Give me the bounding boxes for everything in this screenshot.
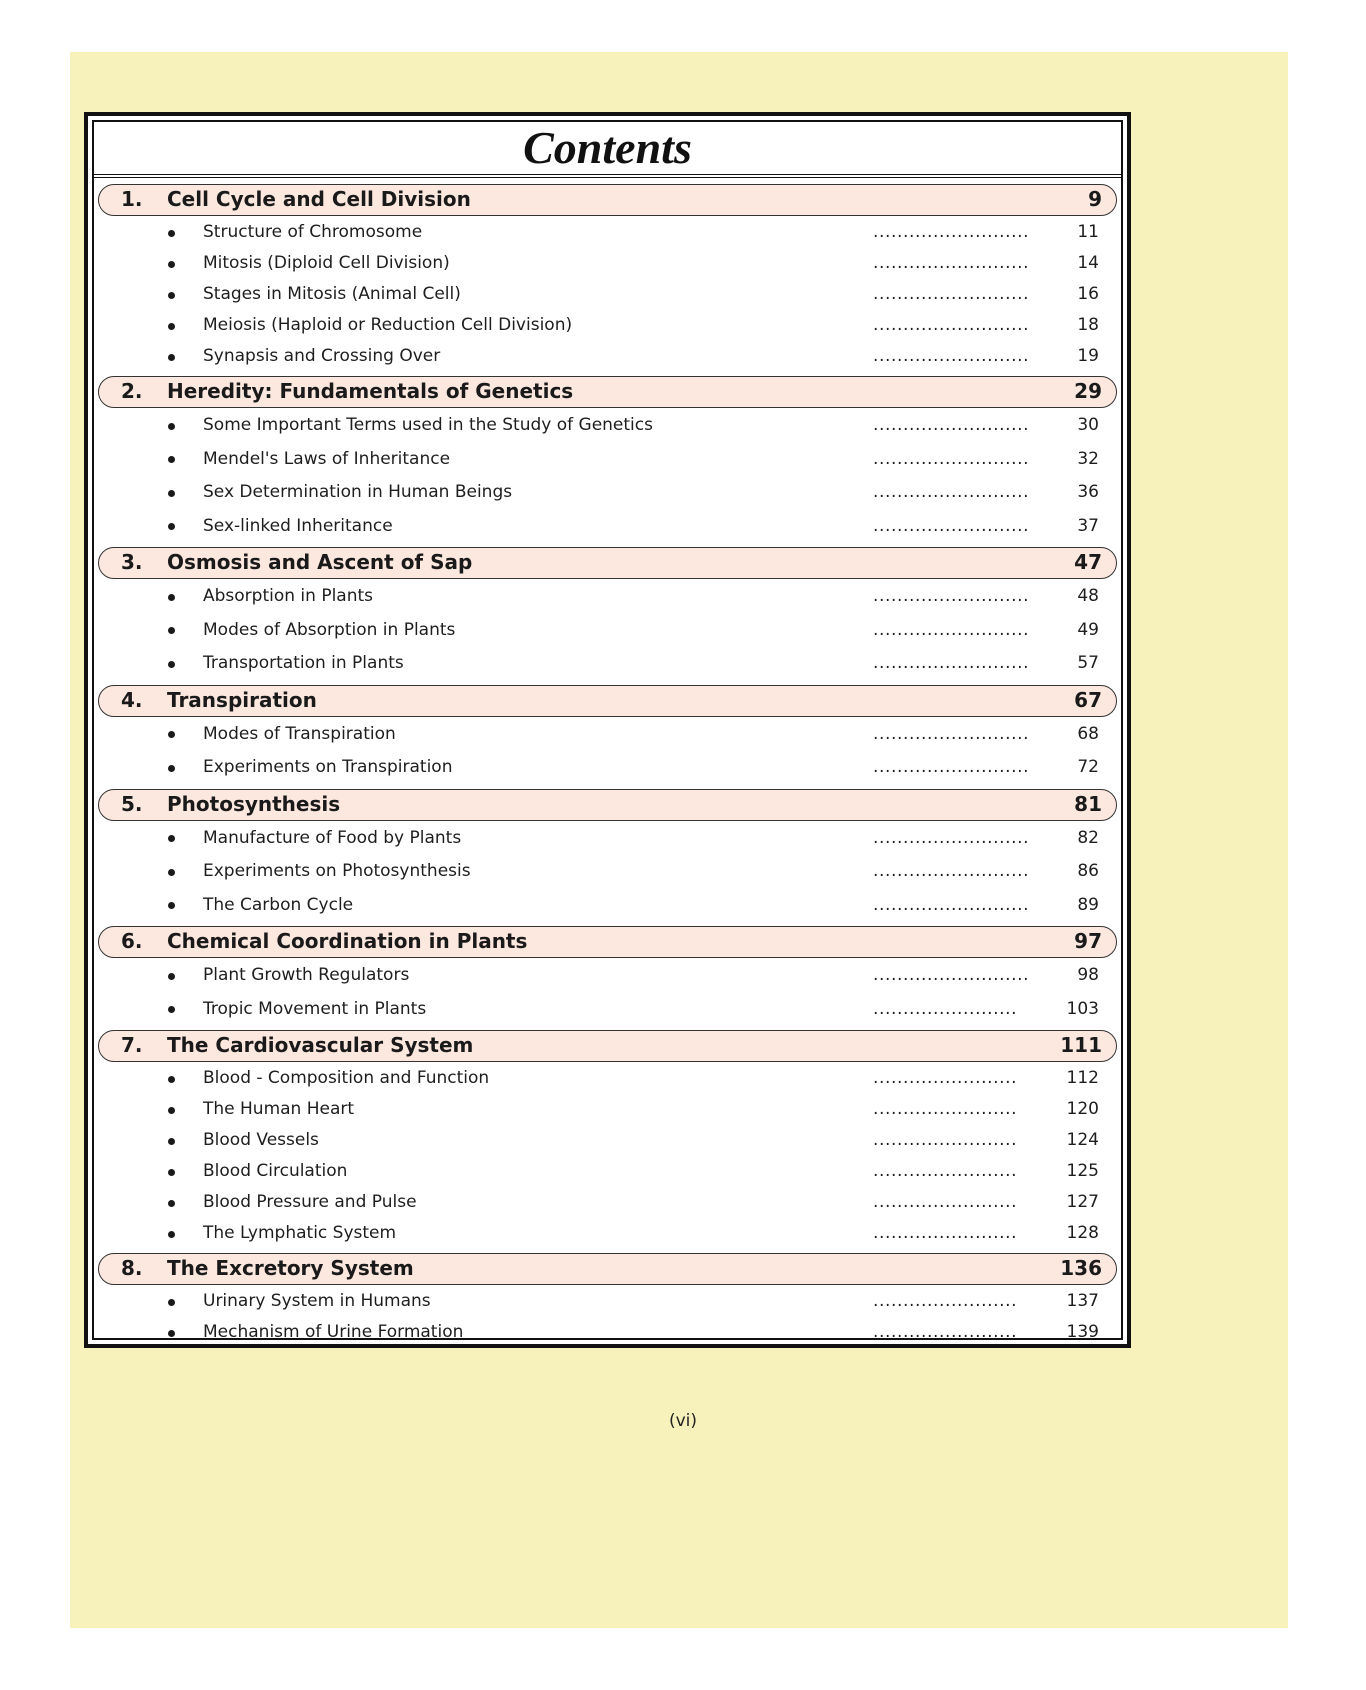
bullet-icon: [168, 423, 175, 430]
topic-page-number: 68: [1077, 723, 1099, 744]
topic-entry[interactable]: [98, 1125, 1117, 1156]
leader-dots: ........................: [873, 1223, 1018, 1243]
topic-page-number: 57: [1077, 653, 1099, 673]
bullet-icon: [168, 323, 175, 330]
topic-title: Meiosis (Haploid or Reduction Cell Division): [203, 315, 573, 335]
topic-page-number: 125: [1066, 1161, 1099, 1181]
chapter-heading[interactable]: [98, 789, 1117, 821]
chapter-title: Chemical Coordination in Plants: [167, 929, 528, 953]
bullet-icon: [168, 1138, 175, 1145]
leader-dots: ..........................: [873, 965, 1030, 985]
bullet-icon: [168, 627, 175, 634]
leader-dots: ..........................: [873, 586, 1030, 606]
bullet-icon: [168, 292, 175, 299]
chapter-heading[interactable]: [98, 926, 1117, 958]
bullet-icon: [168, 1299, 175, 1306]
topic-page-number: 30: [1077, 415, 1099, 435]
topic-entry[interactable]: [98, 1156, 1117, 1187]
chapter-page-number: 97: [1074, 929, 1102, 953]
leader-dots: ..........................: [873, 284, 1030, 304]
chapter-title: Transpiration: [167, 687, 317, 712]
bullet-icon: [168, 1169, 175, 1176]
chapter-heading[interactable]: [98, 1030, 1117, 1062]
leader-dots: ..........................: [873, 482, 1030, 502]
bullet-icon: [168, 1006, 175, 1013]
bullet-icon: [168, 1231, 175, 1238]
topic-page-number: 48: [1077, 586, 1099, 606]
leader-dots: ........................: [873, 1161, 1018, 1181]
leader-dots: ..........................: [873, 861, 1030, 881]
chapter-number: 2.: [121, 379, 143, 403]
leader-dots: ..........................: [873, 757, 1030, 777]
topic-page-number: 98: [1077, 965, 1099, 985]
leader-dots: ..........................: [873, 346, 1030, 366]
topic-title: Stages in Mitosis (Animal Cell): [203, 284, 461, 304]
chapter-list: [98, 184, 1117, 1348]
topic-entry[interactable]: [98, 889, 1117, 923]
topic-title: Urinary System in Humans: [203, 1291, 431, 1311]
bullet-icon: [168, 261, 175, 268]
topic-entry[interactable]: [98, 279, 1117, 310]
topic-page-number: 18: [1077, 315, 1099, 335]
topic-entry[interactable]: [98, 647, 1117, 681]
title-band: [94, 122, 1121, 178]
chapter-heading[interactable]: [98, 184, 1117, 216]
chapter-number: 5.: [121, 791, 143, 816]
bullet-icon: [168, 1076, 175, 1083]
topic-page-number: 82: [1077, 827, 1099, 848]
chapter-number: 1.: [121, 187, 143, 211]
bullet-icon: [168, 1107, 175, 1114]
topic-page-number: 139: [1066, 1322, 1099, 1342]
topic-page-number: 37: [1077, 515, 1099, 536]
topic-title: Mitosis (Diploid Cell Division): [203, 253, 450, 273]
chapter-page-number: 111: [1060, 1033, 1102, 1057]
topic-entry[interactable]: [98, 1286, 1117, 1317]
topic-page-number: 124: [1066, 1130, 1099, 1150]
topic-entry[interactable]: [98, 1218, 1117, 1249]
topic-title: Modes of Absorption in Plants: [203, 619, 456, 640]
topic-entry[interactable]: [98, 993, 1117, 1027]
topic-title: Synapsis and Crossing Over: [203, 346, 441, 366]
topic-title: Transportation in Plants: [203, 653, 404, 673]
topic-title: Experiments on Photosynthesis: [203, 861, 471, 881]
topic-title: Blood Vessels: [203, 1130, 319, 1150]
bullet-icon: [168, 973, 175, 980]
topic-entry[interactable]: [98, 855, 1117, 889]
bullet-icon: [168, 1200, 175, 1207]
bullet-icon: [168, 731, 175, 738]
topic-entry[interactable]: [98, 217, 1117, 248]
topic-page-number: 86: [1077, 861, 1099, 881]
topic-page-number: 128: [1066, 1223, 1099, 1243]
topic-title: Experiments on Transpiration: [203, 757, 453, 777]
topic-entry[interactable]: [98, 580, 1117, 614]
topic-entry[interactable]: [98, 1317, 1117, 1348]
leader-dots: ........................: [873, 1099, 1018, 1119]
topic-entry[interactable]: [98, 718, 1117, 752]
contents-frame: [84, 112, 1131, 1348]
topic-page-number: 137: [1066, 1291, 1099, 1311]
topic-title: Mendel's Laws of Inheritance: [203, 448, 451, 469]
leader-dots: ........................: [873, 1068, 1018, 1088]
topic-title: Modes of Transpiration: [203, 723, 396, 744]
bullet-icon: [168, 765, 175, 772]
chapter-heading[interactable]: [98, 685, 1117, 717]
topic-page-number: 112: [1066, 1068, 1099, 1088]
topic-entry[interactable]: [98, 959, 1117, 993]
chapter-heading[interactable]: [98, 376, 1117, 408]
topic-title: Some Important Terms used in the Study of Genetics: [203, 415, 653, 435]
chapter-heading[interactable]: [98, 547, 1117, 579]
leader-dots: ..........................: [873, 653, 1030, 673]
topic-page-number: 49: [1077, 619, 1099, 640]
bullet-icon: [168, 594, 175, 601]
topic-title: Absorption in Plants: [203, 586, 374, 606]
topic-entry[interactable]: [98, 614, 1117, 648]
topic-title: The Human Heart: [203, 1099, 355, 1119]
topic-page-number: 120: [1066, 1099, 1099, 1119]
topic-title: Tropic Movement in Plants: [203, 998, 427, 1019]
chapter-number: 7.: [121, 1033, 143, 1057]
leader-dots: ..........................: [873, 515, 1030, 536]
leader-dots: ..........................: [873, 448, 1030, 469]
topic-page-number: 14: [1077, 253, 1099, 273]
topic-page-number: 89: [1077, 894, 1099, 915]
topic-entry[interactable]: [98, 1187, 1117, 1218]
topic-title: Plant Growth Regulators: [203, 965, 410, 985]
topic-entry[interactable]: [98, 751, 1117, 785]
topic-title: Manufacture of Food by Plants: [203, 827, 462, 848]
chapter-number: 3.: [121, 550, 143, 574]
topic-page-number: 103: [1066, 998, 1099, 1019]
topic-page-number: 72: [1077, 757, 1099, 777]
topic-entry[interactable]: [98, 1094, 1117, 1125]
topic-title: Blood - Composition and Function: [203, 1068, 490, 1088]
leader-dots: ........................: [873, 1130, 1018, 1150]
topic-title: Mechanism of Urine Formation: [203, 1322, 464, 1342]
topic-title: Structure of Chromosome: [203, 222, 423, 242]
leader-dots: ..........................: [873, 619, 1030, 640]
leader-dots: ..........................: [873, 253, 1030, 273]
leader-dots: ..........................: [873, 723, 1030, 744]
chapter-page-number: 29: [1074, 379, 1102, 403]
topic-entry[interactable]: [98, 822, 1117, 856]
leader-dots: ..........................: [873, 315, 1030, 335]
chapter-heading[interactable]: [98, 1253, 1117, 1285]
chapter-title: Cell Cycle and Cell Division: [167, 187, 471, 211]
chapter-page-number: 47: [1074, 550, 1102, 574]
chapter-title: The Cardiovascular System: [167, 1033, 474, 1057]
bullet-icon: [168, 354, 175, 361]
topic-entry[interactable]: [98, 1063, 1117, 1094]
chapter-number: 8.: [121, 1256, 143, 1280]
chapter-number: 4.: [121, 687, 143, 712]
topic-page-number: 11: [1077, 222, 1099, 242]
bullet-icon: [168, 456, 175, 463]
bullet-icon: [168, 523, 175, 530]
chapter-title: The Excretory System: [167, 1256, 414, 1280]
topic-entry[interactable]: [98, 443, 1117, 477]
topic-title: Sex-linked Inheritance: [203, 515, 393, 536]
topic-entry[interactable]: [98, 510, 1117, 544]
bullet-icon: [168, 869, 175, 876]
topic-entry[interactable]: [98, 248, 1117, 279]
page-number: (vi): [668, 1411, 698, 1431]
topic-page-number: 127: [1066, 1192, 1099, 1212]
topic-title: Sex Determination in Human Beings: [203, 482, 513, 502]
leader-dots: ..........................: [873, 222, 1030, 242]
leader-dots: ..........................: [873, 827, 1030, 848]
leader-dots: ..........................: [873, 894, 1030, 915]
contents-inner-border: [92, 120, 1123, 1340]
topic-title: The Lymphatic System: [203, 1223, 397, 1243]
bullet-icon: [168, 230, 175, 237]
leader-dots: ........................: [873, 1192, 1018, 1212]
leader-dots: ........................: [873, 1291, 1018, 1311]
topic-page-number: 36: [1077, 482, 1099, 502]
bullet-icon: [168, 490, 175, 497]
leader-dots: ..........................: [873, 415, 1030, 435]
chapter-page-number: 136: [1060, 1256, 1102, 1280]
chapter-page-number: 9: [1088, 187, 1102, 211]
chapter-title: Photosynthesis: [167, 791, 341, 816]
chapter-title: Osmosis and Ascent of Sap: [167, 550, 473, 574]
bullet-icon: [168, 835, 175, 842]
bullet-icon: [168, 902, 175, 909]
bullet-icon: [168, 1330, 175, 1337]
bullet-icon: [168, 661, 175, 668]
topic-entry[interactable]: [98, 341, 1117, 372]
chapter-page-number: 81: [1074, 791, 1102, 816]
topic-entry[interactable]: [98, 476, 1117, 510]
page-title: Contents: [523, 122, 692, 173]
topic-page-number: 16: [1077, 284, 1099, 304]
topic-page-number: 32: [1077, 448, 1099, 469]
leader-dots: ........................: [873, 998, 1018, 1019]
topic-title: Blood Pressure and Pulse: [203, 1192, 417, 1212]
topic-entry[interactable]: [98, 409, 1117, 443]
chapter-title: Heredity: Fundamentals of Genetics: [167, 379, 574, 403]
chapter-number: 6.: [121, 929, 143, 953]
chapter-page-number: 67: [1074, 687, 1102, 712]
topic-title: Blood Circulation: [203, 1161, 348, 1181]
topic-page-number: 19: [1077, 346, 1099, 366]
leader-dots: ........................: [873, 1322, 1018, 1342]
topic-title: The Carbon Cycle: [203, 894, 354, 915]
topic-entry[interactable]: [98, 310, 1117, 341]
